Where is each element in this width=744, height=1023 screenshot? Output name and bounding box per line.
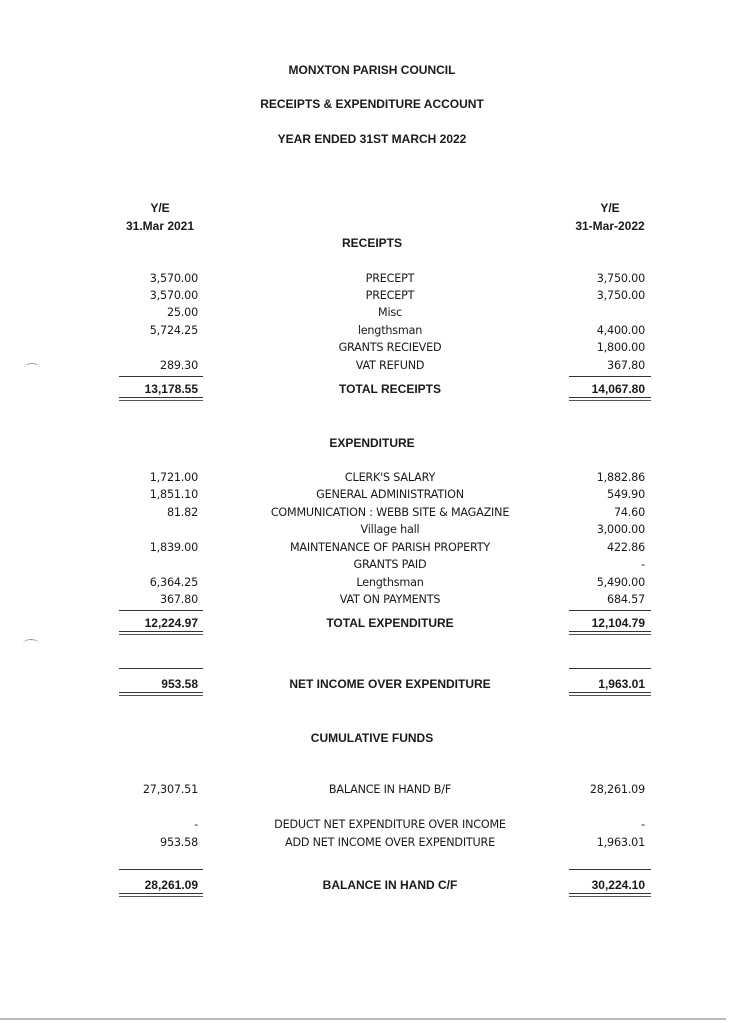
- curr-value: 1,800.00: [596, 341, 645, 354]
- curr-balance-cf: 30,224.10: [591, 878, 645, 892]
- row-label: ADD NET INCOME OVER EXPENDITURE: [285, 836, 495, 849]
- subtotal-rule: [569, 610, 651, 611]
- curr-value: 1,963.01: [596, 836, 645, 849]
- curr-value: -: [641, 558, 645, 571]
- row-label: GRANTS RECIEVED: [338, 341, 442, 354]
- double-underline: [569, 631, 651, 635]
- subtotal-rule: [119, 376, 203, 377]
- prev-value: 1,721.00: [149, 471, 198, 484]
- prev-net: 953.58: [161, 677, 198, 691]
- period-title: YEAR ENDED 31ST MARCH 2022: [277, 132, 467, 146]
- double-underline: [119, 893, 203, 897]
- expenditure-heading: EXPENDITURE: [329, 436, 415, 450]
- curr-net: 1,963.01: [598, 677, 645, 691]
- row-label: GRANTS PAID: [353, 558, 427, 571]
- prev-balance-cf: 28,261.09: [144, 878, 198, 892]
- row-label: GENERAL ADMINISTRATION: [316, 488, 464, 501]
- total-label: TOTAL EXPENDITURE: [326, 616, 454, 630]
- double-underline: [119, 397, 203, 401]
- prev-value: 27,307.51: [142, 783, 198, 796]
- total-label: TOTAL RECEIPTS: [338, 382, 441, 396]
- double-underline: [119, 631, 203, 635]
- curr-value: 74.60: [613, 506, 645, 519]
- row-label: VAT REFUND: [355, 359, 425, 372]
- prev-value: 1,839.00: [149, 541, 198, 554]
- subtotal-rule: [569, 869, 651, 870]
- row-label: lengthsman: [357, 324, 423, 337]
- subtotal-rule: [119, 869, 203, 870]
- row-label: DEDUCT NET EXPENDITURE OVER INCOME: [274, 818, 506, 831]
- curr-total: 12,104.79: [591, 616, 645, 630]
- curr-total: 14,067.80: [591, 382, 645, 396]
- curr-year-date: 31-Mar-2022: [575, 219, 645, 233]
- net-top-rule: [119, 668, 203, 669]
- prev-value: 25.00: [166, 306, 198, 319]
- curr-value: 549.90: [607, 488, 645, 501]
- row-label: Misc: [378, 306, 402, 319]
- prev-value: 367.80: [160, 593, 198, 606]
- row-label: PRECEPT: [365, 272, 415, 285]
- curr-value: 1,882.86: [596, 471, 645, 484]
- prev-value: 3,570.00: [149, 289, 198, 302]
- row-label: VAT ON PAYMENTS: [339, 593, 441, 606]
- row-label: Lengthsman: [356, 576, 424, 589]
- curr-value: 28,261.09: [589, 783, 645, 796]
- curr-value: 3,000.00: [596, 523, 645, 536]
- prev-value: 289.30: [160, 359, 198, 372]
- prev-value: -: [194, 818, 198, 831]
- prev-value: 6,364.25: [149, 576, 198, 589]
- prev-value: 81.82: [166, 506, 198, 519]
- row-label: BALANCE IN HAND B/F: [328, 783, 452, 796]
- subtotal-rule: [569, 376, 651, 377]
- row-label: Village hall: [360, 523, 420, 536]
- prev-value: 5,724.25: [149, 324, 198, 337]
- curr-year-label: Y/E: [600, 201, 620, 215]
- punch-hole-mark: [23, 639, 39, 648]
- curr-value: 367.80: [607, 359, 645, 372]
- row-label: COMMUNICATION : WEBB SITE & MAGAZINE: [270, 506, 510, 519]
- cumulative-heading: CUMULATIVE FUNDS: [310, 731, 434, 745]
- curr-value: 4,400.00: [596, 324, 645, 337]
- double-underline: [119, 692, 203, 696]
- curr-value: 3,750.00: [596, 289, 645, 302]
- balance-cf-label: BALANCE IN HAND C/F: [322, 878, 458, 892]
- prev-value: 953.58: [160, 836, 198, 849]
- punch-hole-mark: [24, 363, 40, 372]
- curr-value: -: [641, 818, 645, 831]
- curr-value: 5,490.00: [596, 576, 645, 589]
- scan-edge-line: [0, 1018, 726, 1020]
- row-label: CLERK'S SALARY: [344, 471, 436, 484]
- double-underline: [569, 692, 651, 696]
- net-top-rule: [569, 668, 651, 669]
- curr-value: 684.57: [607, 593, 645, 606]
- org-name: MONXTON PARISH COUNCIL: [288, 63, 456, 77]
- curr-value: 422.86: [607, 541, 645, 554]
- double-underline: [569, 397, 651, 401]
- row-label: MAINTENANCE OF PARISH PROPERTY: [289, 541, 491, 554]
- prev-year-date: 31.Mar 2021: [125, 219, 195, 233]
- prev-year-label: Y/E: [150, 201, 170, 215]
- receipts-heading: RECEIPTS: [341, 236, 402, 250]
- prev-total: 12,224.97: [144, 616, 198, 630]
- subtotal-rule: [119, 610, 203, 611]
- prev-value: 1,851.10: [149, 488, 198, 501]
- curr-value: 3,750.00: [596, 272, 645, 285]
- document-title: RECEIPTS & EXPENDITURE ACCOUNT: [260, 97, 484, 111]
- row-label: PRECEPT: [365, 289, 415, 302]
- double-underline: [569, 893, 651, 897]
- net-label: NET INCOME OVER EXPENDITURE: [289, 677, 491, 691]
- prev-total: 13,178.55: [144, 382, 198, 396]
- prev-value: 3,570.00: [149, 272, 198, 285]
